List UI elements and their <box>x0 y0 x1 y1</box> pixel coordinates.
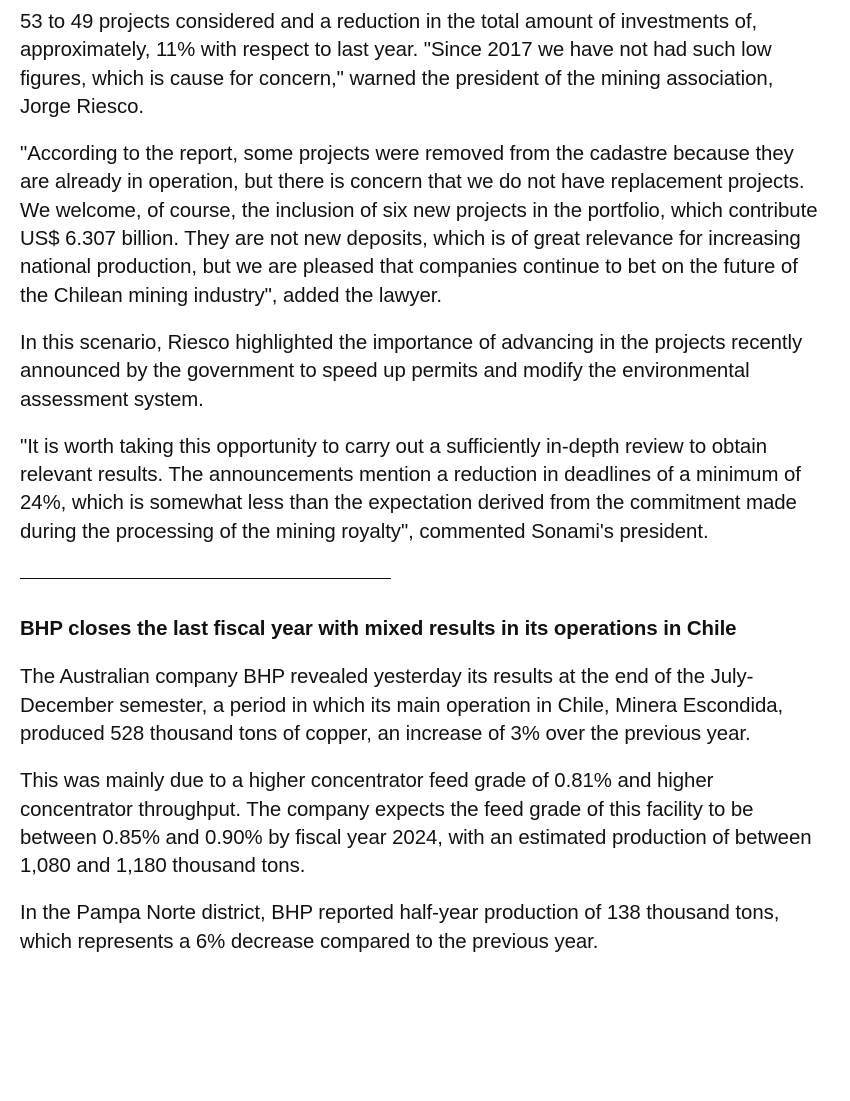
paragraph-feed-grade: This was mainly due to a higher concentrator feed grade of 0.81% and higher concentrator throughput. The company expects the feed grade of this facility to be between 0.85% and 0.90% by fiscal year 2024, with an estimated production of between 1,080 and 1,180 thousand tons. <box>20 770 812 878</box>
paragraph-riesco-scenario: In this scenario, Riesco highlighted the importance of advancing in the projects recently announced by the government to speed up permits and modify the environmental assessment system. <box>20 331 803 411</box>
document-page <box>20 8 820 956</box>
paragraph-bhp-results: The Australian company BHP revealed yesterday its results at the end of the July-December semester, a period in which its main operation in Chile, Minera Escondida, produced 528 thousand tons of copper, an increase of 3% over the previous year. <box>20 666 784 745</box>
paragraph-pampa-norte: In the Pampa Norte district, BHP reported half-year production of 138 thousand tons, which represents a 6% decrease compared to the previous year. <box>20 902 780 953</box>
paragraph-investment-figures: 53 to 49 projects considered and a reduction in the total amount of investments of, approximately, 11% with respect to last year. "Since 2017 we have not had such low figures, which is cause for concern," warned the president of the mining association, Jorge Riesco. <box>20 11 774 118</box>
paragraph-review-quote: "It is worth taking this opportunity to carry out a sufficiently in-depth review to obtain relevant results. The announcements mention a reduction in deadlines of a minimum of 24%, which is somewhat less than the expectation derived from the commitment made during the processing of the mining royalty", commented Sonami's president. <box>20 435 801 543</box>
article-heading-bhp: BHP closes the last fiscal year with mixed results in its operations in Chile <box>20 618 737 641</box>
paragraph-report-quote: "According to the report, some projects were removed from the cadastre because they are already in operation, but there is concern that we do not have replacement projects. We welcome, of course, the inclusion of six new projects in the portfolio, which contribute US$ 6.307 billion. They are not new deposits, which is of great relevance for increasing national production, but we are pleased that companies continue to bet on the future of the Chilean mining industry", added the lawyer. <box>20 143 818 307</box>
section-divider <box>20 578 391 579</box>
